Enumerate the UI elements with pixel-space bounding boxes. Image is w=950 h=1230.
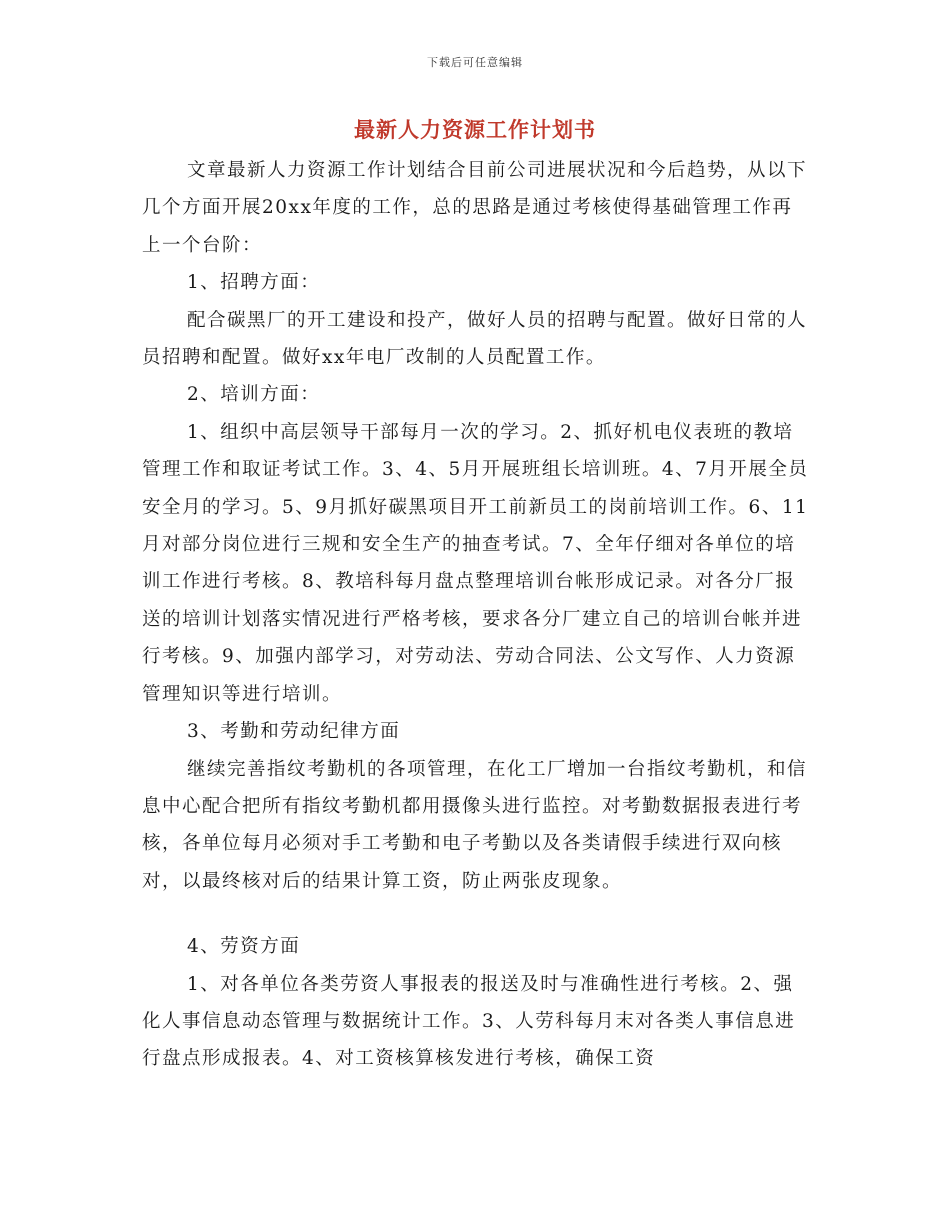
section-body-training: 1、组织中高层领导干部每月一次的学习。2、抓好机电仪表班的教培管理工作和取证考试工作。3、4、5月开展班组长培训班。4、7月开展全员安全月的学习。5、9月抓好碳黑项目开工前新员工的岗前培训工作。6、11月对部分岗位进行三规和安全生产的抽查考试。7、全年仔细对各单位的培训工作进行考核。8、教培科每月盘点整理培训台帐形成记录。对各分厂报送的培训计划落实情况进行严格考核，要求各分厂建立自己的培训台帐并进行考核。9、加强内部学习，对劳动法、劳动合同法、公文写作、人力资源管理知识等进行培训。 — [142, 421, 809, 705]
section-heading-training: 2、培训方面： — [187, 384, 321, 406]
section-body-labor-wages: 1、对各单位各类劳资人事报表的报送及时与准确性进行考核。2、强化人事信息动态管理与数据统计工作。3、人劳科每月末对各类人事信息进行盘点形成报表。4、对工资核算核发进行考核，确保工资 — [142, 973, 796, 1070]
section-body-attendance: 继续完善指纹考勤机的各项管理，在化工厂增加一台指纹考勤机，和信息中心配合把所有指纹考勤机都用摄像头进行监控。对考勤数据报表进行考核，各单位每月必须对手工考勤和电子考勤以及各类请假手续进行双向核对，以最终核对后的结果计算工资，防止两张皮现象。 — [142, 758, 808, 892]
section-heading-attendance: 3、考勤和劳动纪律方面 — [187, 721, 401, 743]
intro-paragraph: 文章最新人力资源工作计划结合目前公司进展状况和今后趋势，从以下几个方面开展20xx年度的工作，总的思路是通过考核使得基础管理工作再上一个台阶： — [142, 160, 808, 256]
section-body-recruitment: 配合碳黑厂的开工建设和投产，做好人员的招聘与配置。做好日常的人员招聘和配置。做好xx年电厂改制的人员配置工作。 — [142, 309, 808, 369]
section-heading-recruitment: 1、招聘方面： — [187, 272, 321, 294]
section-heading-labor-wages: 4、劳资方面 — [187, 936, 301, 958]
paragraph-spacer — [142, 900, 810, 928]
header-note: 下载后可任意编辑 — [427, 56, 523, 69]
document-body — [142, 152, 810, 1078]
document-title: 最新人力资源工作计划书 — [354, 117, 596, 142]
